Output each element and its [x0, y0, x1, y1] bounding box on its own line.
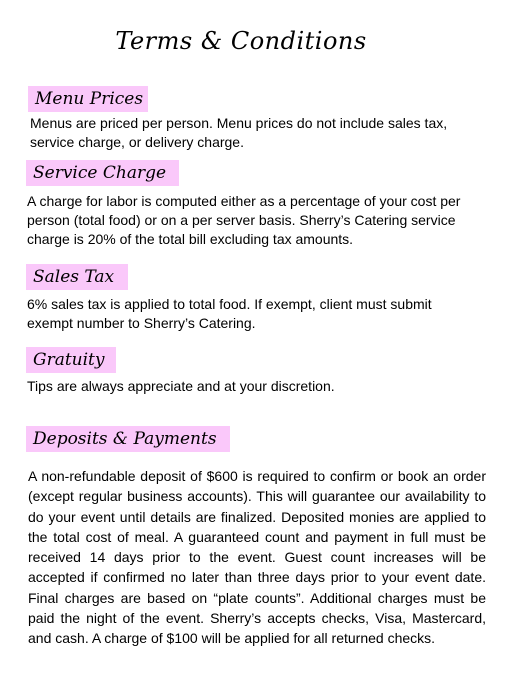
section-heading-deposits-payments: Deposits & Payments [26, 426, 230, 452]
section-text-service-charge: A charge for labor is computed either as a percentage of your cost per person (total food) or on a per server basis. Sherry’s Catering service charge is 20% of the total bill excluding tax amounts. [27, 193, 461, 247]
section-text-sales-tax: 6% sales tax is applied to total food. If exempt, client must submit exempt number to Sherry’s Catering. [27, 296, 432, 331]
section-text-deposits-payments: A non-refundable deposit of $600 is required to confirm or book an order (except regular business accounts). This will guarantee our availability to do your event until details are finalized. Deposited monies are applied to the total cost of meal. A guaranteed count and payment in full must be received 14 days prior to the event. Guest count increases will be accepted if confirmed no later than three days prior to your event date. Final charges are based on “plate counts”. Additional charges must be paid the night of the event. Sherry’s accepts checks, Visa, Mastercard, and cash. A charge of $100 will be applied for all returned checks. [28, 468, 486, 647]
section-heading-menu-prices: Menu Prices [28, 86, 148, 112]
section-heading-gratuity: Gratuity [26, 347, 116, 373]
section-heading-sales-tax: Sales Tax [26, 264, 128, 290]
section-text-gratuity: Tips are always appreciate and at your discretion. [27, 378, 335, 394]
section-heading-service-charge: Service Charge [26, 160, 179, 186]
section-text-menu-prices: Menus are priced per person. Menu prices do not include sales tax, service charge, or delivery charge. [30, 115, 448, 150]
page-title: Terms & Conditions [115, 27, 367, 55]
